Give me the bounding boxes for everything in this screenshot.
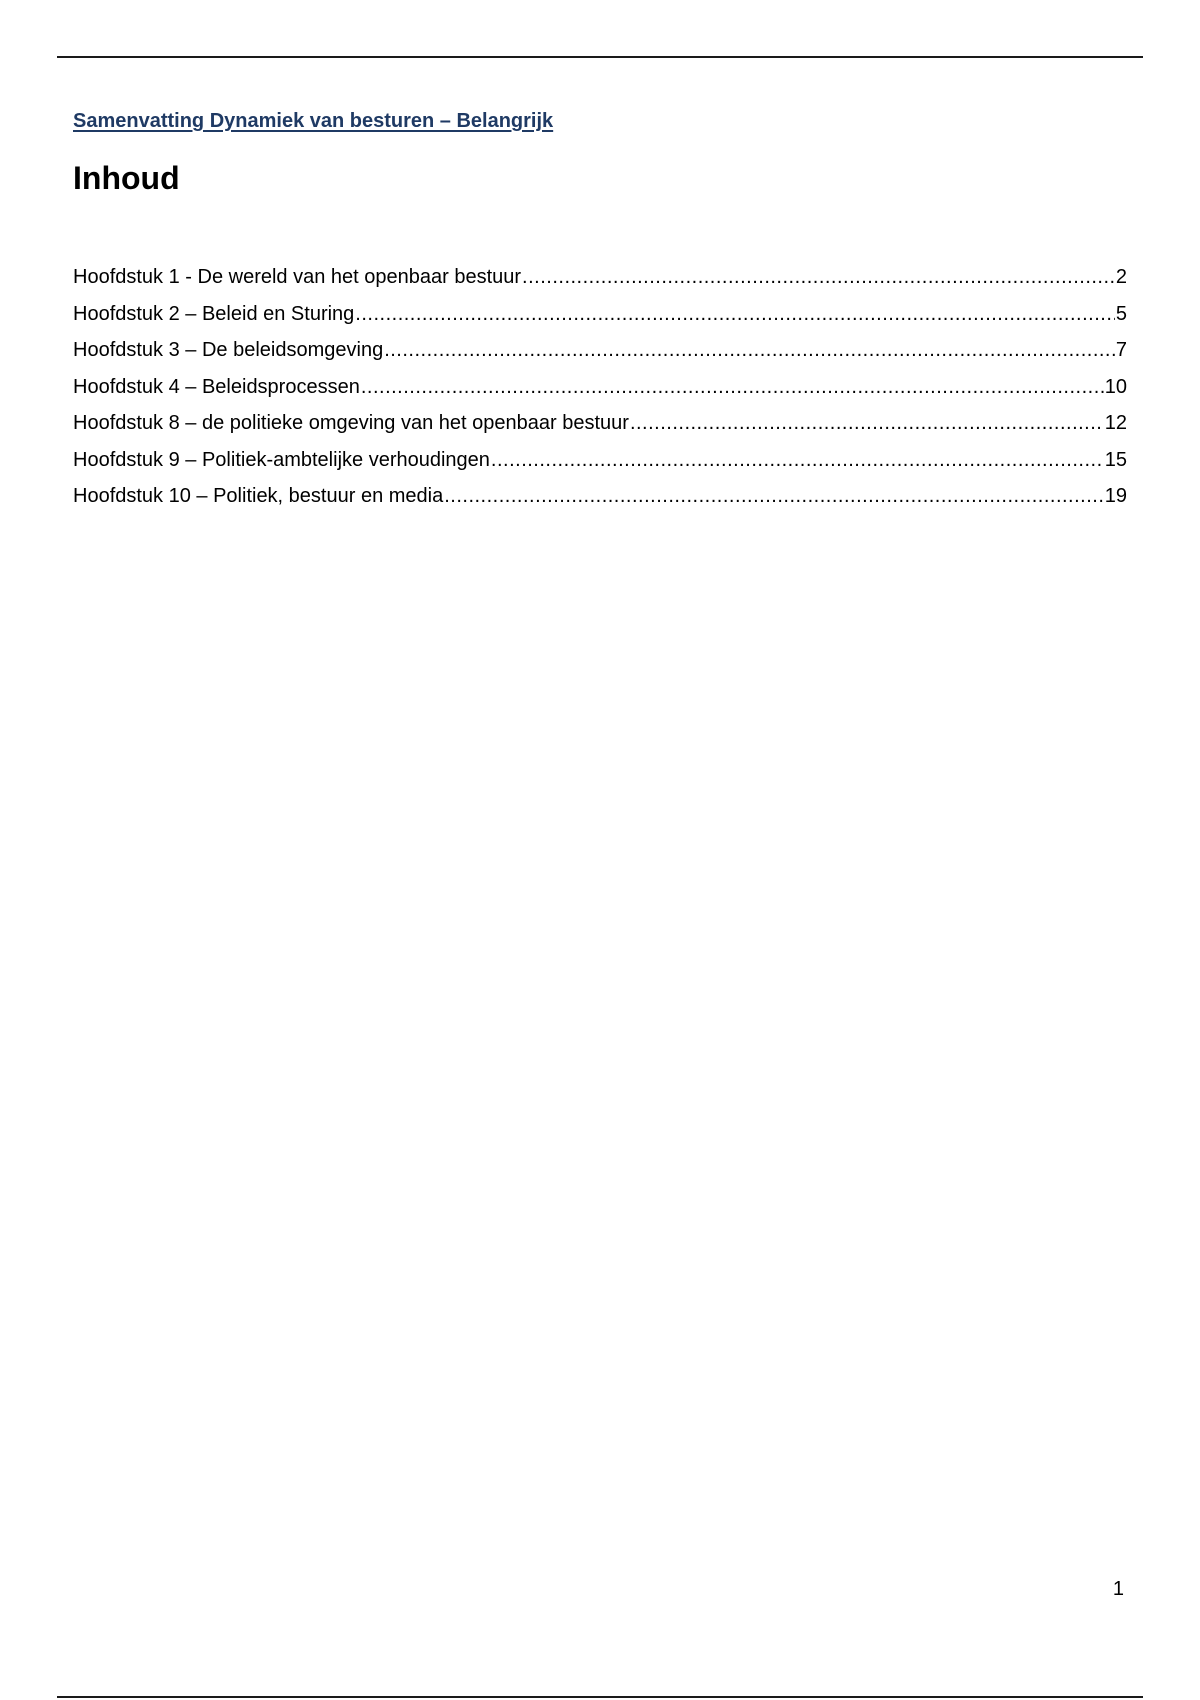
toc-leader-dots <box>355 303 1115 326</box>
toc-leader-dots <box>522 266 1115 289</box>
toc-leader-dots <box>491 449 1104 472</box>
toc-entry[interactable] <box>73 339 1127 376</box>
toc-leader-dots <box>444 485 1104 508</box>
toc-entry[interactable] <box>73 412 1127 449</box>
toc-leader-dots <box>384 339 1115 362</box>
bottom-rule <box>57 1696 1143 1698</box>
toc-entry-page: 5 <box>1115 302 1127 325</box>
toc-entry-label: Hoofdstuk 10 – Politiek, bestuur en media <box>73 485 444 507</box>
document-title[interactable]: Samenvatting Dynamiek van besturen – Belangrijk <box>73 110 554 132</box>
toc-entry-page: 12 <box>1104 412 1127 434</box>
toc-entry[interactable] <box>73 449 1127 486</box>
toc-leader-dots <box>361 376 1104 399</box>
toc-entry[interactable] <box>73 303 1127 340</box>
toc-entry-label: Hoofdstuk 1 - De wereld van het openbaar bestuur <box>73 266 522 288</box>
page-number: 1 <box>1112 1578 1124 1600</box>
toc-entry-page: 19 <box>1104 485 1127 507</box>
toc-leader-dots <box>630 412 1104 435</box>
toc-heading: Inhoud <box>73 160 180 196</box>
toc-entry[interactable] <box>73 485 1127 522</box>
toc-entry-label: Hoofdstuk 3 – De beleidsomgeving <box>73 339 384 361</box>
toc-entry-page: 10 <box>1104 375 1127 398</box>
toc-entry-label: Hoofdstuk 9 – Politiek-ambtelijke verhoudingen <box>73 448 490 471</box>
table-of-contents <box>73 266 1127 522</box>
top-rule <box>57 56 1143 58</box>
toc-entry-label: Hoofdstuk 2 – Beleid en Sturing <box>73 302 355 325</box>
toc-entry[interactable] <box>73 376 1127 413</box>
toc-entry[interactable] <box>73 266 1127 303</box>
toc-entry-page: 7 <box>1115 339 1127 361</box>
toc-entry-label: Hoofdstuk 4 – Beleidsprocessen <box>73 375 360 398</box>
toc-entry-page: 2 <box>1115 266 1127 288</box>
toc-entry-label: Hoofdstuk 8 – de politieke omgeving van het openbaar bestuur <box>73 412 629 434</box>
toc-entry-page: 15 <box>1104 448 1127 471</box>
